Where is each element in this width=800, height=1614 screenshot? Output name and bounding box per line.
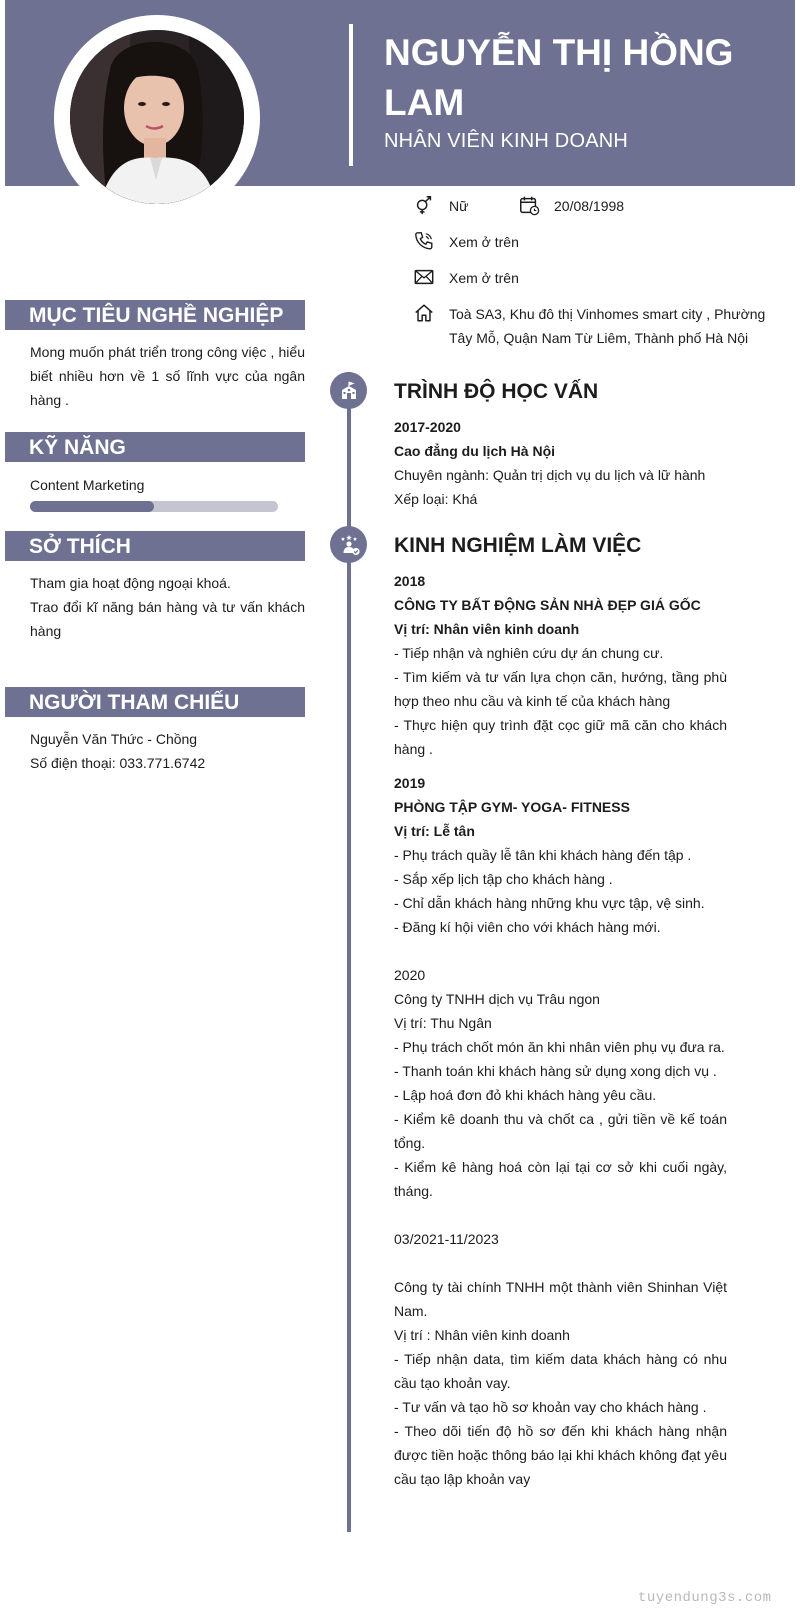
job-company: Công ty tài chính TNHH một thành viên Shinhan Việt Nam.: [394, 1279, 727, 1319]
job-duty: - Thanh toán khi khách hàng sử dụng xong dịch vụ .: [394, 1063, 717, 1079]
reference-line: Nguyễn Văn Thức - Chồng: [30, 731, 198, 747]
address-value: Toà SA3, Khu đô thị Vinhomes smart city , Phường Tây Mỗ, Quận Nam Từ Liêm, Thành phố Hà Nội: [449, 306, 766, 346]
experience-icon: [330, 526, 367, 563]
job-duty: - Tiếp nhận data, tìm kiếm data khách hàng có nhu cầu tạo khoản vay.: [394, 1351, 727, 1391]
job-position: Vị trí : Nhân viên kinh doanh: [394, 1327, 570, 1343]
education-block: [394, 415, 727, 511]
education-major: Chuyên ngành: Quản trị dịch vụ du lịch và lữ hành: [394, 467, 706, 483]
objective-text: Mong muốn phát triển trong công việc , hiểu biết nhiều hơn về 1 số lĩnh vực của ngân hàng .: [30, 344, 305, 408]
job-duty: - Sắp xếp lịch tập cho khách hàng .: [394, 871, 613, 887]
job-duty: - Kiểm kê doanh thu và chốt ca , gửi tiền về kế toán tổng.: [394, 1111, 727, 1151]
objective-heading: MỤC TIÊU NGHỀ NGHIỆP: [29, 304, 284, 327]
job-duty: - Kiểm kê hàng hoá còn lại tại cơ sở khi cuối ngày, tháng.: [394, 1159, 727, 1199]
objective-heading-bar: [5, 300, 305, 330]
job-year: 03/2021-11/2023: [394, 1231, 499, 1247]
job-duty: - Chỉ dẫn khách hàng những khu vực tập, vệ sinh.: [394, 895, 705, 911]
job-year: 2020: [394, 967, 426, 983]
skills-heading-bar: [5, 432, 305, 462]
job-entry: [394, 963, 727, 1203]
hobby-line: Trao đổi kĩ năng bán hàng và tư vấn khách hàng: [30, 599, 305, 639]
gender-icon: [413, 194, 435, 216]
experience-block: [394, 569, 727, 1491]
contact-birthday: [518, 194, 624, 218]
job-year: 2019: [394, 775, 426, 791]
mail-icon: [413, 266, 435, 288]
skill-bar: [30, 501, 278, 512]
email-value: Xem ở trên: [449, 270, 519, 286]
job-position: Vị trí: Thu Ngân: [394, 1015, 492, 1031]
job-duty: - Theo dõi tiến độ hồ sơ đến khi khách hàng nhận được tiền hoặc thông báo lại khi khách không đạt yêu cầu tạo lập khoản vay: [394, 1423, 727, 1487]
experience-heading: KINH NGHIỆM LÀM VIỆC: [394, 534, 642, 557]
education-heading: TRÌNH ĐỘ HỌC VẤN: [394, 380, 599, 403]
skill-bar-fill: [30, 501, 154, 512]
home-icon: [413, 302, 435, 324]
education-grade: Xếp loại: Khá: [394, 491, 478, 507]
references-list: [30, 727, 305, 775]
avatar-portrait: [70, 30, 244, 204]
calendar-icon: [518, 194, 540, 216]
references-heading-bar: [5, 687, 305, 717]
skills-heading: KỸ NĂNG: [29, 436, 126, 459]
job-duty: - Lập hoá đơn đỏ khi khách hàng yêu cầu.: [394, 1087, 657, 1103]
contact-phone: [413, 230, 519, 254]
job-title: NHÂN VIÊN KINH DOANH: [384, 130, 629, 152]
hobby-line: Tham gia hoạt động ngoại khoá.: [30, 575, 231, 591]
references-heading: NGƯỜI THAM CHIẾU: [29, 691, 240, 714]
job-company: Công ty TNHH dịch vụ Trâu ngon: [394, 991, 600, 1007]
job-entry: [394, 771, 727, 939]
gender-value: Nữ: [449, 198, 469, 214]
job-duty: - Đăng kí hội viên cho với khách hàng mới.: [394, 919, 661, 935]
hobbies-heading-bar: [5, 531, 305, 561]
hobbies-heading: SỞ THÍCH: [29, 535, 131, 558]
phone-value: Xem ở trên: [449, 234, 519, 250]
job-company: CÔNG TY BẤT ĐỘNG SẢN NHÀ ĐẸP GIÁ GỐC: [394, 597, 701, 613]
job-duty: - Thực hiện quy trình đặt cọc giữ mã căn cho khách hàng .: [394, 717, 727, 757]
skill-name: Content Marketing: [30, 477, 145, 493]
phone-icon: [413, 230, 435, 252]
job-entry: [394, 569, 727, 761]
education-period: 2017-2020: [394, 419, 461, 435]
reference-line: Số điện thoại: 033.771.6742: [30, 755, 206, 771]
job-position: Vị trí: Lễ tân: [394, 823, 475, 839]
header-divider: [349, 24, 353, 166]
job-duty: - Tiếp nhận và nghiên cứu dự án chung cư.: [394, 645, 664, 661]
education-school: Cao đẳng du lịch Hà Nội: [394, 443, 556, 459]
job-duty: - Tìm kiếm và tư vấn lựa chọn căn, hướng, tầng phù hợp theo nhu cầu và kinh tế của khách hàng: [394, 669, 727, 709]
job-year: 2018: [394, 573, 426, 589]
contact-email: [413, 266, 519, 290]
job-position: Vị trí: Nhân viên kinh doanh: [394, 621, 580, 637]
job-duty: - Phụ trách chốt món ăn khi nhân viên phụ vụ đưa ra.: [394, 1039, 725, 1055]
avatar: [70, 30, 244, 204]
watermark: tuyendung3s.com: [638, 1590, 772, 1606]
job-duty: - Tư vấn và tạo hồ sơ khoản vay cho khách hàng .: [394, 1399, 707, 1415]
full-name: NGUYỄN THỊ HỒNG LAM: [384, 32, 734, 123]
job-entry: [394, 1227, 727, 1491]
contact-address: [413, 302, 768, 350]
job-duty: - Phụ trách quầy lễ tân khi khách hàng đến tập .: [394, 847, 692, 863]
hobbies-list: [30, 571, 305, 643]
birthday-value: 20/08/1998: [554, 198, 625, 214]
school-icon: [330, 372, 367, 409]
contact-gender: [413, 194, 468, 218]
job-company: PHÒNG TẬP GYM- YOGA- FITNESS: [394, 799, 630, 815]
